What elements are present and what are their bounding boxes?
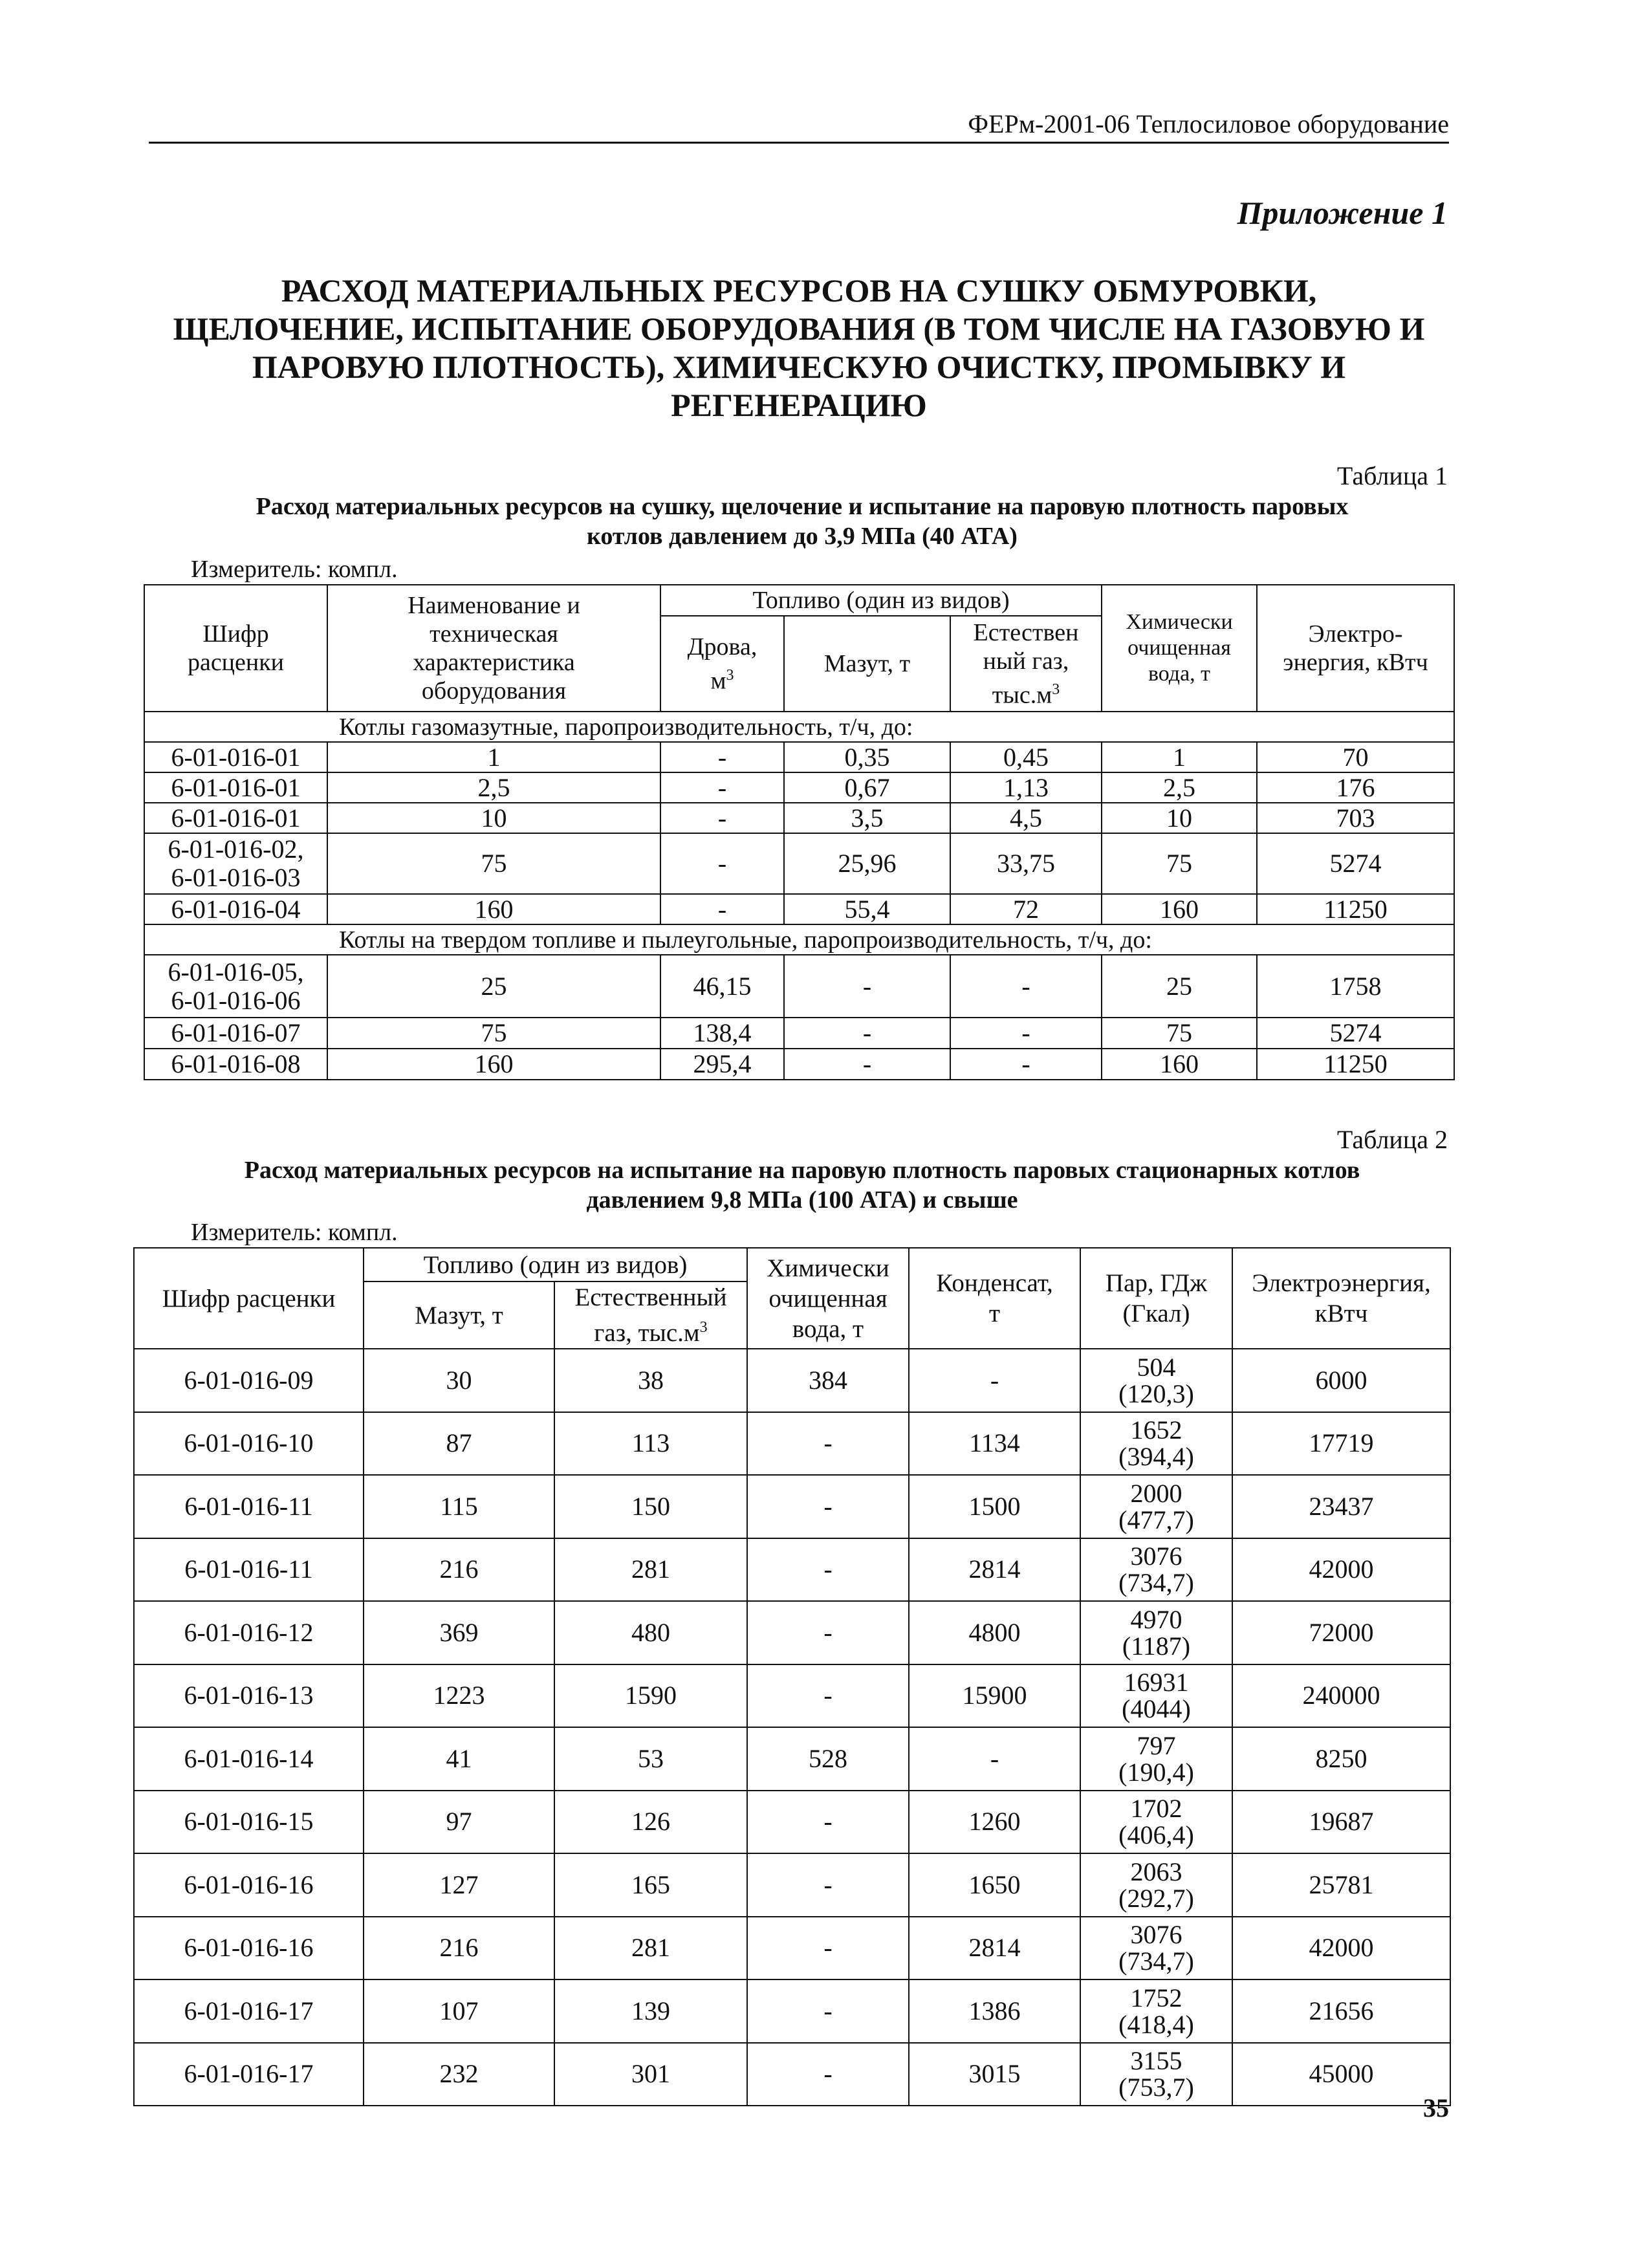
cell-steam: 504 (120,3) bbox=[1080, 1349, 1232, 1412]
table1-label: Таблица 1 bbox=[1336, 461, 1448, 490]
table2-caption bbox=[149, 1155, 1455, 1215]
cell-steam: 1652 (394,4) bbox=[1080, 1412, 1232, 1476]
cell-wood: 138,4 bbox=[660, 1018, 784, 1049]
table-row bbox=[144, 894, 1454, 924]
cell-steam: 3155 (753,7) bbox=[1080, 2043, 1232, 2106]
caption-line: Расход материальных ресурсов на испытание на паровую плотность паровых стационарных котлов bbox=[244, 1157, 1360, 1184]
header-water: Химически очищенная вода, т bbox=[747, 1248, 909, 1349]
table2-label: Таблица 2 bbox=[1336, 1125, 1448, 1154]
cell-name: 25 bbox=[327, 955, 660, 1018]
title-line: ЩЕЛОЧЕНИЕ, ИСПЫТАНИЕ ОБОРУДОВАНИЯ (В ТОМ ЧИСЛЕ НА ГАЗОВУЮ И bbox=[173, 311, 1425, 347]
table-row bbox=[134, 1979, 1450, 2043]
cell-power: 5274 bbox=[1257, 833, 1454, 894]
cell-water: 160 bbox=[1102, 894, 1257, 924]
cell-power: 45000 bbox=[1232, 2043, 1450, 2106]
cell-gas: 301 bbox=[554, 2043, 747, 2106]
cell-cond: 15900 bbox=[909, 1664, 1080, 1728]
cell-gas: - bbox=[950, 1049, 1102, 1080]
cell-gas: 1590 bbox=[554, 1664, 747, 1728]
cell-steam: 16931 (4044) bbox=[1080, 1664, 1232, 1728]
cell-water: 1 bbox=[1102, 742, 1257, 772]
cell-water: - bbox=[747, 1538, 909, 1602]
cell-cond: 1386 bbox=[909, 1979, 1080, 2043]
page-title bbox=[149, 272, 1449, 424]
header-fuel-oil: Мазут, т bbox=[784, 616, 950, 712]
cell-steam: 4970 (1187) bbox=[1080, 1601, 1232, 1664]
table1-unit: Измеритель: компл. bbox=[191, 556, 398, 583]
cell-code: 6-01-016-01 bbox=[144, 803, 327, 833]
table-row bbox=[134, 1538, 1450, 1602]
cell-gas: - bbox=[950, 1018, 1102, 1049]
cell-power: 176 bbox=[1257, 772, 1454, 803]
cell-power: 11250 bbox=[1257, 1049, 1454, 1080]
cell-wood: 295,4 bbox=[660, 1049, 784, 1080]
cell-power: 70 bbox=[1257, 742, 1454, 772]
table-row bbox=[144, 742, 1454, 772]
table2 bbox=[133, 1247, 1451, 2106]
cell-power: 11250 bbox=[1257, 894, 1454, 924]
cell-name: 2,5 bbox=[327, 772, 660, 803]
cell-gas: 281 bbox=[554, 1538, 747, 1602]
cell-steam: 2063 (292,7) bbox=[1080, 1853, 1232, 1917]
cell-oil: 216 bbox=[364, 1917, 554, 1980]
cell-water: - bbox=[747, 1853, 909, 1917]
cell-name: 160 bbox=[327, 894, 660, 924]
cell-wood: - bbox=[660, 803, 784, 833]
cell-power: 703 bbox=[1257, 803, 1454, 833]
table-row bbox=[134, 2043, 1450, 2106]
header-steam: Пар, ГДж (Гкал) bbox=[1080, 1248, 1232, 1349]
cell-oil: 232 bbox=[364, 2043, 554, 2106]
section-solid-fuel-boilers: Котлы на твердом топливе и пылеугольные, паропроизводительность, т/ч, до: bbox=[144, 924, 1454, 955]
cell-water: 10 bbox=[1102, 803, 1257, 833]
cell-water: - bbox=[747, 2043, 909, 2106]
cell-gas: 150 bbox=[554, 1475, 747, 1538]
header-code: Шифр расценки bbox=[134, 1248, 364, 1349]
cell-gas: 165 bbox=[554, 1853, 747, 1917]
cell-gas: 38 bbox=[554, 1349, 747, 1412]
cell-water: - bbox=[747, 1664, 909, 1728]
cell-power: 19687 bbox=[1232, 1791, 1450, 1854]
cell-oil: 97 bbox=[364, 1791, 554, 1854]
cell-gas: 1,13 bbox=[950, 772, 1102, 803]
cell-cond: - bbox=[909, 1349, 1080, 1412]
cell-oil: - bbox=[784, 955, 950, 1018]
header-name: Наименование и техническая характеристика оборудования bbox=[327, 585, 660, 712]
cell-oil: 216 bbox=[364, 1538, 554, 1602]
cell-code: 6-01-016-09 bbox=[134, 1349, 364, 1412]
cell-cond: 4800 bbox=[909, 1601, 1080, 1664]
cell-water: - bbox=[747, 1979, 909, 2043]
cell-steam: 797 (190,4) bbox=[1080, 1727, 1232, 1791]
cell-oil: 127 bbox=[364, 1853, 554, 1917]
cell-steam: 2000 (477,7) bbox=[1080, 1475, 1232, 1538]
cell-oil: 0,35 bbox=[784, 742, 950, 772]
caption-line: котлов давлением до 3,9 МПа (40 АТА) bbox=[587, 523, 1018, 550]
header-wood: Дрова, $м^3$ bbox=[660, 616, 784, 712]
cell-water: - bbox=[747, 1601, 909, 1664]
table-row bbox=[134, 1727, 1450, 1791]
cell-code: 6-01-016-04 bbox=[144, 894, 327, 924]
cell-cond: 2814 bbox=[909, 1917, 1080, 1980]
table2-unit: Измеритель: компл. bbox=[191, 1219, 398, 1246]
cell-power: 42000 bbox=[1232, 1917, 1450, 1980]
cell-oil: 115 bbox=[364, 1475, 554, 1538]
cell-code: 6-01-016-11 bbox=[134, 1475, 364, 1538]
cell-gas: 126 bbox=[554, 1791, 747, 1854]
table-row bbox=[134, 1412, 1450, 1476]
cell-gas: 33,75 bbox=[950, 833, 1102, 894]
cell-water: 528 bbox=[747, 1727, 909, 1791]
cell-power: 1758 bbox=[1257, 955, 1454, 1018]
cell-code: 6-01-016-10 bbox=[134, 1412, 364, 1476]
table-row bbox=[134, 1349, 1450, 1412]
cell-code: 6-01-016-16 bbox=[134, 1917, 364, 1980]
cell-gas: 4,5 bbox=[950, 803, 1102, 833]
cell-code: 6-01-016-01 bbox=[144, 772, 327, 803]
cell-steam: 1702 (406,4) bbox=[1080, 1791, 1232, 1854]
cell-cond: 1260 bbox=[909, 1791, 1080, 1854]
cell-gas: 139 bbox=[554, 1979, 747, 2043]
table1 bbox=[144, 584, 1455, 1080]
caption-line: давлением 9,8 МПа (100 АТА) и свыше bbox=[586, 1186, 1018, 1214]
cell-power: 8250 bbox=[1232, 1727, 1450, 1791]
cell-steam: 3076 (734,7) bbox=[1080, 1538, 1232, 1602]
header-power: Электро- энергия, кВтч bbox=[1257, 585, 1454, 712]
cell-name: 160 bbox=[327, 1049, 660, 1080]
cell-power: 42000 bbox=[1232, 1538, 1450, 1602]
cell-oil: 41 bbox=[364, 1727, 554, 1791]
header-code: Шифр расценки bbox=[144, 585, 327, 712]
header-water: Химически очищенная вода, т bbox=[1102, 585, 1257, 712]
cell-oil: 1223 bbox=[364, 1664, 554, 1728]
cell-water: 75 bbox=[1102, 1018, 1257, 1049]
cell-code: 6-01-016-16 bbox=[134, 1853, 364, 1917]
cell-steam: 1752 (418,4) bbox=[1080, 1979, 1232, 2043]
cell-code: 6-01-016-17 bbox=[134, 1979, 364, 2043]
table-row bbox=[134, 1601, 1450, 1664]
cell-cond: - bbox=[909, 1727, 1080, 1791]
cell-power: 23437 bbox=[1232, 1475, 1450, 1538]
table-row bbox=[144, 1018, 1454, 1049]
cell-code: 6-01-016-01 bbox=[144, 742, 327, 772]
cell-name: 75 bbox=[327, 1018, 660, 1049]
cell-water: 2,5 bbox=[1102, 772, 1257, 803]
header-gas: Естественный газ, $тыс.м^3$ bbox=[554, 1281, 747, 1349]
cell-water: - bbox=[747, 1917, 909, 1980]
cell-code: 6-01-016-08 bbox=[144, 1049, 327, 1080]
table1-caption bbox=[149, 492, 1455, 551]
cell-code: 6-01-016-12 bbox=[134, 1601, 364, 1664]
cell-wood: - bbox=[660, 833, 784, 894]
cell-cond: 1500 bbox=[909, 1475, 1080, 1538]
cell-power: 25781 bbox=[1232, 1853, 1450, 1917]
cell-wood: 46,15 bbox=[660, 955, 784, 1018]
cell-code: 6-01-016-05, 6-01-016-06 bbox=[144, 955, 327, 1018]
section-gas-oil-boilers: Котлы газомазутные, паропроизводительность, т/ч, до: bbox=[144, 712, 1454, 742]
cell-power: 5274 bbox=[1257, 1018, 1454, 1049]
header-fuel: Топливо (один из видов) bbox=[364, 1248, 747, 1281]
cell-oil: 369 bbox=[364, 1601, 554, 1664]
table-row bbox=[144, 1049, 1454, 1080]
cell-water: - bbox=[747, 1475, 909, 1538]
caption-line: Расход материальных ресурсов на сушку, щелочение и испытание на паровую плотность паровых bbox=[256, 493, 1349, 520]
table-row bbox=[134, 1853, 1450, 1917]
cell-wood: - bbox=[660, 894, 784, 924]
header-fuel-oil: Мазут, т bbox=[364, 1281, 554, 1349]
header-fuel: Топливо (один из видов) bbox=[660, 585, 1102, 616]
cell-name: 75 bbox=[327, 833, 660, 894]
header-condensate: Конденсат, т bbox=[909, 1248, 1080, 1349]
table-row bbox=[144, 955, 1454, 1018]
cell-water: 384 bbox=[747, 1349, 909, 1412]
cell-code: 6-01-016-11 bbox=[134, 1538, 364, 1602]
cell-power: 72000 bbox=[1232, 1601, 1450, 1664]
cell-gas: 53 bbox=[554, 1727, 747, 1791]
cell-power: 6000 bbox=[1232, 1349, 1450, 1412]
cell-power: 21656 bbox=[1232, 1979, 1450, 2043]
cell-power: 17719 bbox=[1232, 1412, 1450, 1476]
cell-wood: - bbox=[660, 772, 784, 803]
cell-gas: 0,45 bbox=[950, 742, 1102, 772]
cell-name: 10 bbox=[327, 803, 660, 833]
cell-oil: 30 bbox=[364, 1349, 554, 1412]
cell-code: 6-01-016-17 bbox=[134, 2043, 364, 2106]
cell-code: 6-01-016-02, 6-01-016-03 bbox=[144, 833, 327, 894]
cell-wood: - bbox=[660, 742, 784, 772]
title-line: РЕГЕНЕРАЦИЮ bbox=[671, 387, 927, 423]
cell-gas: 281 bbox=[554, 1917, 747, 1980]
header-gas: Естествен ный газ, $тыс.м^3$ bbox=[950, 616, 1102, 712]
cell-code: 6-01-016-14 bbox=[134, 1727, 364, 1791]
cell-gas: - bbox=[950, 955, 1102, 1018]
table-row bbox=[134, 1475, 1450, 1538]
cell-cond: 1134 bbox=[909, 1412, 1080, 1476]
cell-steam: 3076 (734,7) bbox=[1080, 1917, 1232, 1980]
table-row bbox=[134, 1664, 1450, 1728]
cell-water: 75 bbox=[1102, 833, 1257, 894]
table-row bbox=[134, 1917, 1450, 1980]
page-number: 35 bbox=[1423, 2093, 1449, 2122]
cell-gas: 72 bbox=[950, 894, 1102, 924]
cell-code: 6-01-016-15 bbox=[134, 1791, 364, 1854]
cell-oil: - bbox=[784, 1018, 950, 1049]
cell-cond: 3015 bbox=[909, 2043, 1080, 2106]
cell-water: - bbox=[747, 1412, 909, 1476]
cell-oil: 3,5 bbox=[784, 803, 950, 833]
cell-oil: 0,67 bbox=[784, 772, 950, 803]
appendix-label: Приложение 1 bbox=[1237, 195, 1448, 231]
table-row bbox=[144, 833, 1454, 894]
cell-oil: - bbox=[784, 1049, 950, 1080]
cell-gas: 480 bbox=[554, 1601, 747, 1664]
table-row bbox=[144, 772, 1454, 803]
cell-oil: 55,4 bbox=[784, 894, 950, 924]
title-line: ПАРОВУЮ ПЛОТНОСТЬ), ХИМИЧЕСКУЮ ОЧИСТКУ, ПРОМЫВКУ И bbox=[252, 349, 1346, 385]
cell-power: 240000 bbox=[1232, 1664, 1450, 1728]
cell-oil: 107 bbox=[364, 1979, 554, 2043]
cell-code: 6-01-016-07 bbox=[144, 1018, 327, 1049]
running-head: ФЕРм-2001-06 Теплосиловое оборудование bbox=[149, 109, 1449, 144]
table-row bbox=[134, 1791, 1450, 1854]
cell-cond: 2814 bbox=[909, 1538, 1080, 1602]
cell-water: 160 bbox=[1102, 1049, 1257, 1080]
cell-cond: 1650 bbox=[909, 1853, 1080, 1917]
cell-gas: 113 bbox=[554, 1412, 747, 1476]
cell-name: 1 bbox=[327, 742, 660, 772]
cell-water: - bbox=[747, 1791, 909, 1854]
header-power: Электроэнергия, кВтч bbox=[1232, 1248, 1450, 1349]
table-row bbox=[144, 803, 1454, 833]
title-line: РАСХОД МАТЕРИАЛЬНЫХ РЕСУРСОВ НА СУШКУ ОБМУРОВКИ, bbox=[281, 272, 1317, 309]
cell-oil: 25,96 bbox=[784, 833, 950, 894]
cell-water: 25 bbox=[1102, 955, 1257, 1018]
cell-oil: 87 bbox=[364, 1412, 554, 1476]
cell-code: 6-01-016-13 bbox=[134, 1664, 364, 1728]
